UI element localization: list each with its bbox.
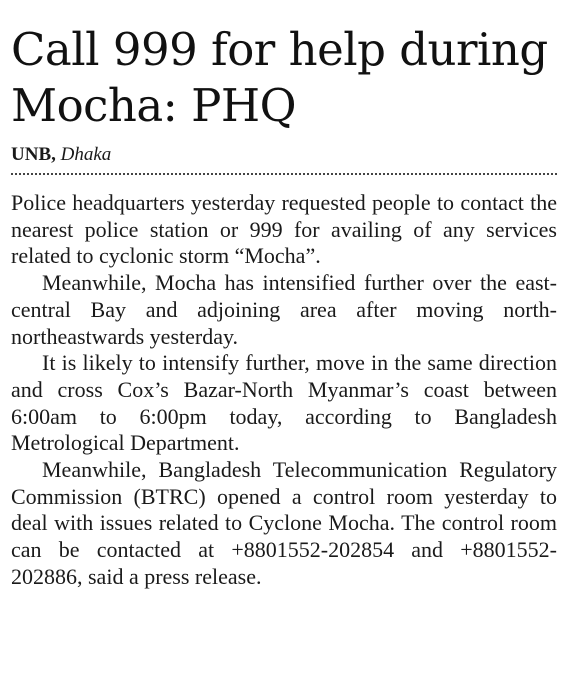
dotted-divider [11,173,557,175]
paragraph: Meanwhile, Mocha has intensified further over the east-central Bay and adjoining area after moving north-northeastwards yesterday. [11,270,557,349]
paragraph: It is likely to intensify further, move in the same direction and cross Cox’s Bazar-North Myanmar’s coast between 6:00am to 6:00pm today, according to Bangladesh Metrological Department. [11,350,557,456]
paragraph: Police headquarters yesterday requested people to contact the nearest police station or 999 for availing of any services related to cyclonic storm “Mocha”. [11,190,557,269]
byline-place: Dhaka [60,144,112,165]
article-body [11,190,557,591]
news-article [11,22,557,591]
byline [11,144,557,166]
headline: Call 999 for help during Mocha: PHQ [11,23,548,132]
paragraph: Meanwhile, Bangladesh Telecommunication Regulatory Commission (BTRC) opened a control room yesterday to deal with issues related to Cyclone Mocha. The control room can be contacted at +8801552-202854 and +8801552-202886, said a press release. [11,457,557,589]
byline-agency: UNB, [11,144,56,165]
